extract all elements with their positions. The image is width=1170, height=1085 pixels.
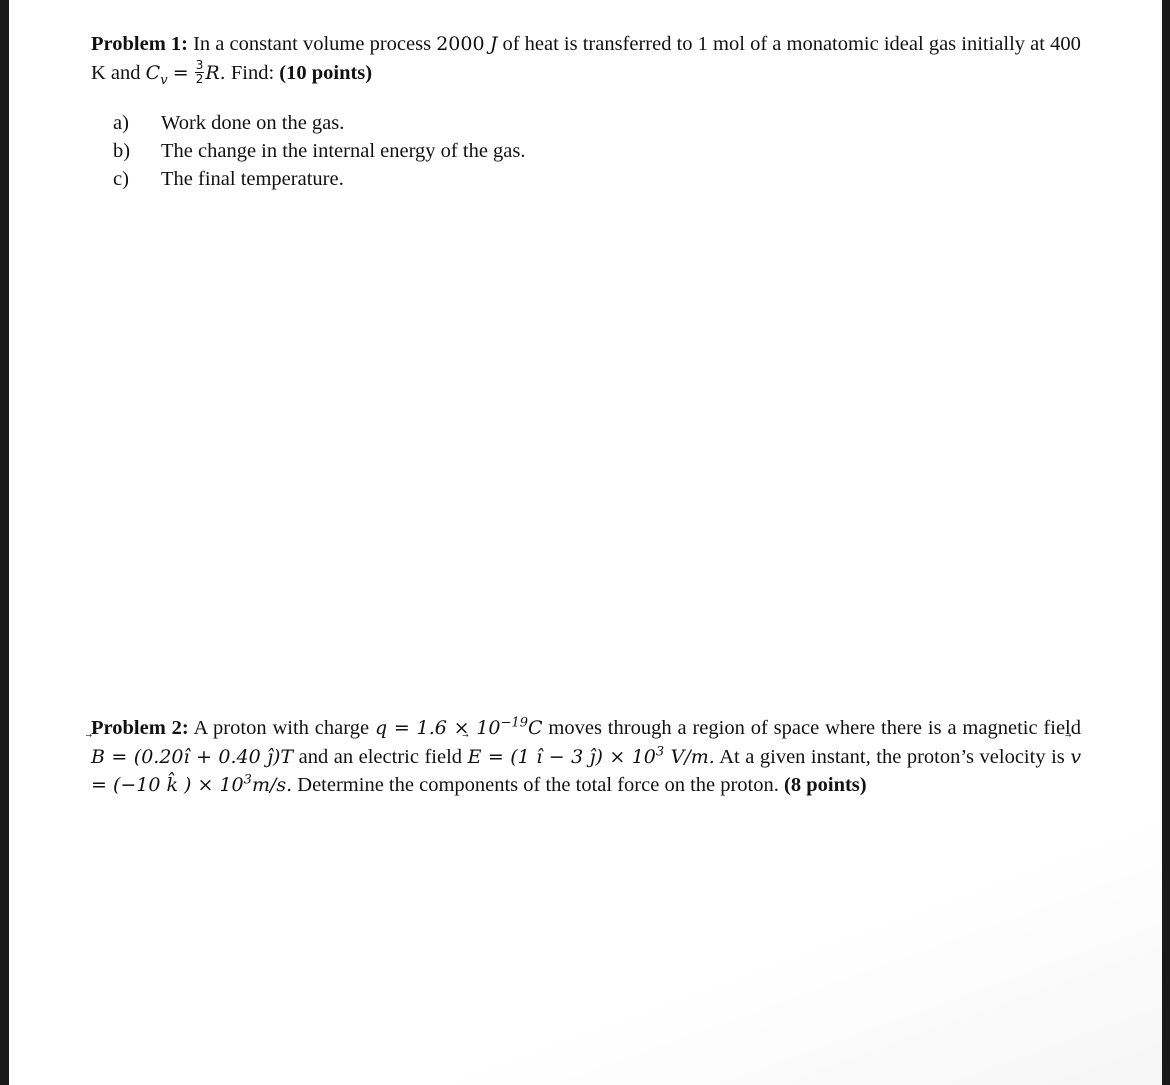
electric-field-expression: E = (1 î − 3 ĵ) × $10^3$ V/m. xyxy=(467,744,715,768)
velocity-expression: v = (−10 k̂ ) × $10^3m/s$. xyxy=(91,745,1082,796)
problem-2-points: (8 points) xyxy=(784,774,867,796)
item-text: The change in the internal energy of the gas. xyxy=(161,139,526,162)
magnetic-field-expression: B = (0.20î + 0.40 ĵ)T xyxy=(91,745,294,768)
right-dark-border xyxy=(1162,0,1170,1085)
charge-expression: $q = 1.6 \times 10^{-19}C$ xyxy=(374,715,543,739)
item-marker: b) xyxy=(113,139,131,162)
fraction-three-halves: $\frac{3}{2}$ xyxy=(195,58,204,87)
heat-value: 2000 xyxy=(436,33,485,55)
problem-2-text-5: Determine the components of the total force on the proton. xyxy=(297,774,779,796)
cv-symbol: $C_v$ xyxy=(145,61,168,88)
problem-1-points: (10 points) xyxy=(279,61,373,84)
find-label: Find: xyxy=(230,61,275,84)
item-marker: c) xyxy=(113,167,129,190)
item-marker: a) xyxy=(113,111,129,134)
problem-1 xyxy=(91,30,1081,193)
list-item xyxy=(91,165,1081,193)
item-text: The final temperature. xyxy=(161,167,344,190)
problem-1-text-b: of heat is transferred to 1 mol of a monatomic ideal gas initially at 400 K and xyxy=(91,33,1081,84)
problem-2-text-2: moves through a region of space where there is a magnetic field xyxy=(548,717,1082,739)
heat-unit: J xyxy=(489,33,498,55)
problem-2-text-4: At a given instant, the proton’s velocity is xyxy=(719,745,1065,768)
problem-2-heading: Problem 2: xyxy=(91,717,189,739)
problem-2-text-1: A proton with charge xyxy=(193,717,370,739)
left-dark-border xyxy=(0,0,9,1085)
problem-2-text-3: and an electric field xyxy=(298,745,463,768)
problem-2 xyxy=(91,714,1081,800)
list-item xyxy=(91,137,1081,165)
problem-1-items xyxy=(91,109,1081,193)
item-text: Work done on the gas. xyxy=(161,111,345,134)
list-item xyxy=(91,109,1081,137)
problem-1-heading: Problem 1: xyxy=(91,33,188,55)
problem-1-text-a: In a constant volume process xyxy=(193,33,432,55)
r-symbol: R. xyxy=(205,61,226,84)
equals-sign: = xyxy=(172,61,189,84)
